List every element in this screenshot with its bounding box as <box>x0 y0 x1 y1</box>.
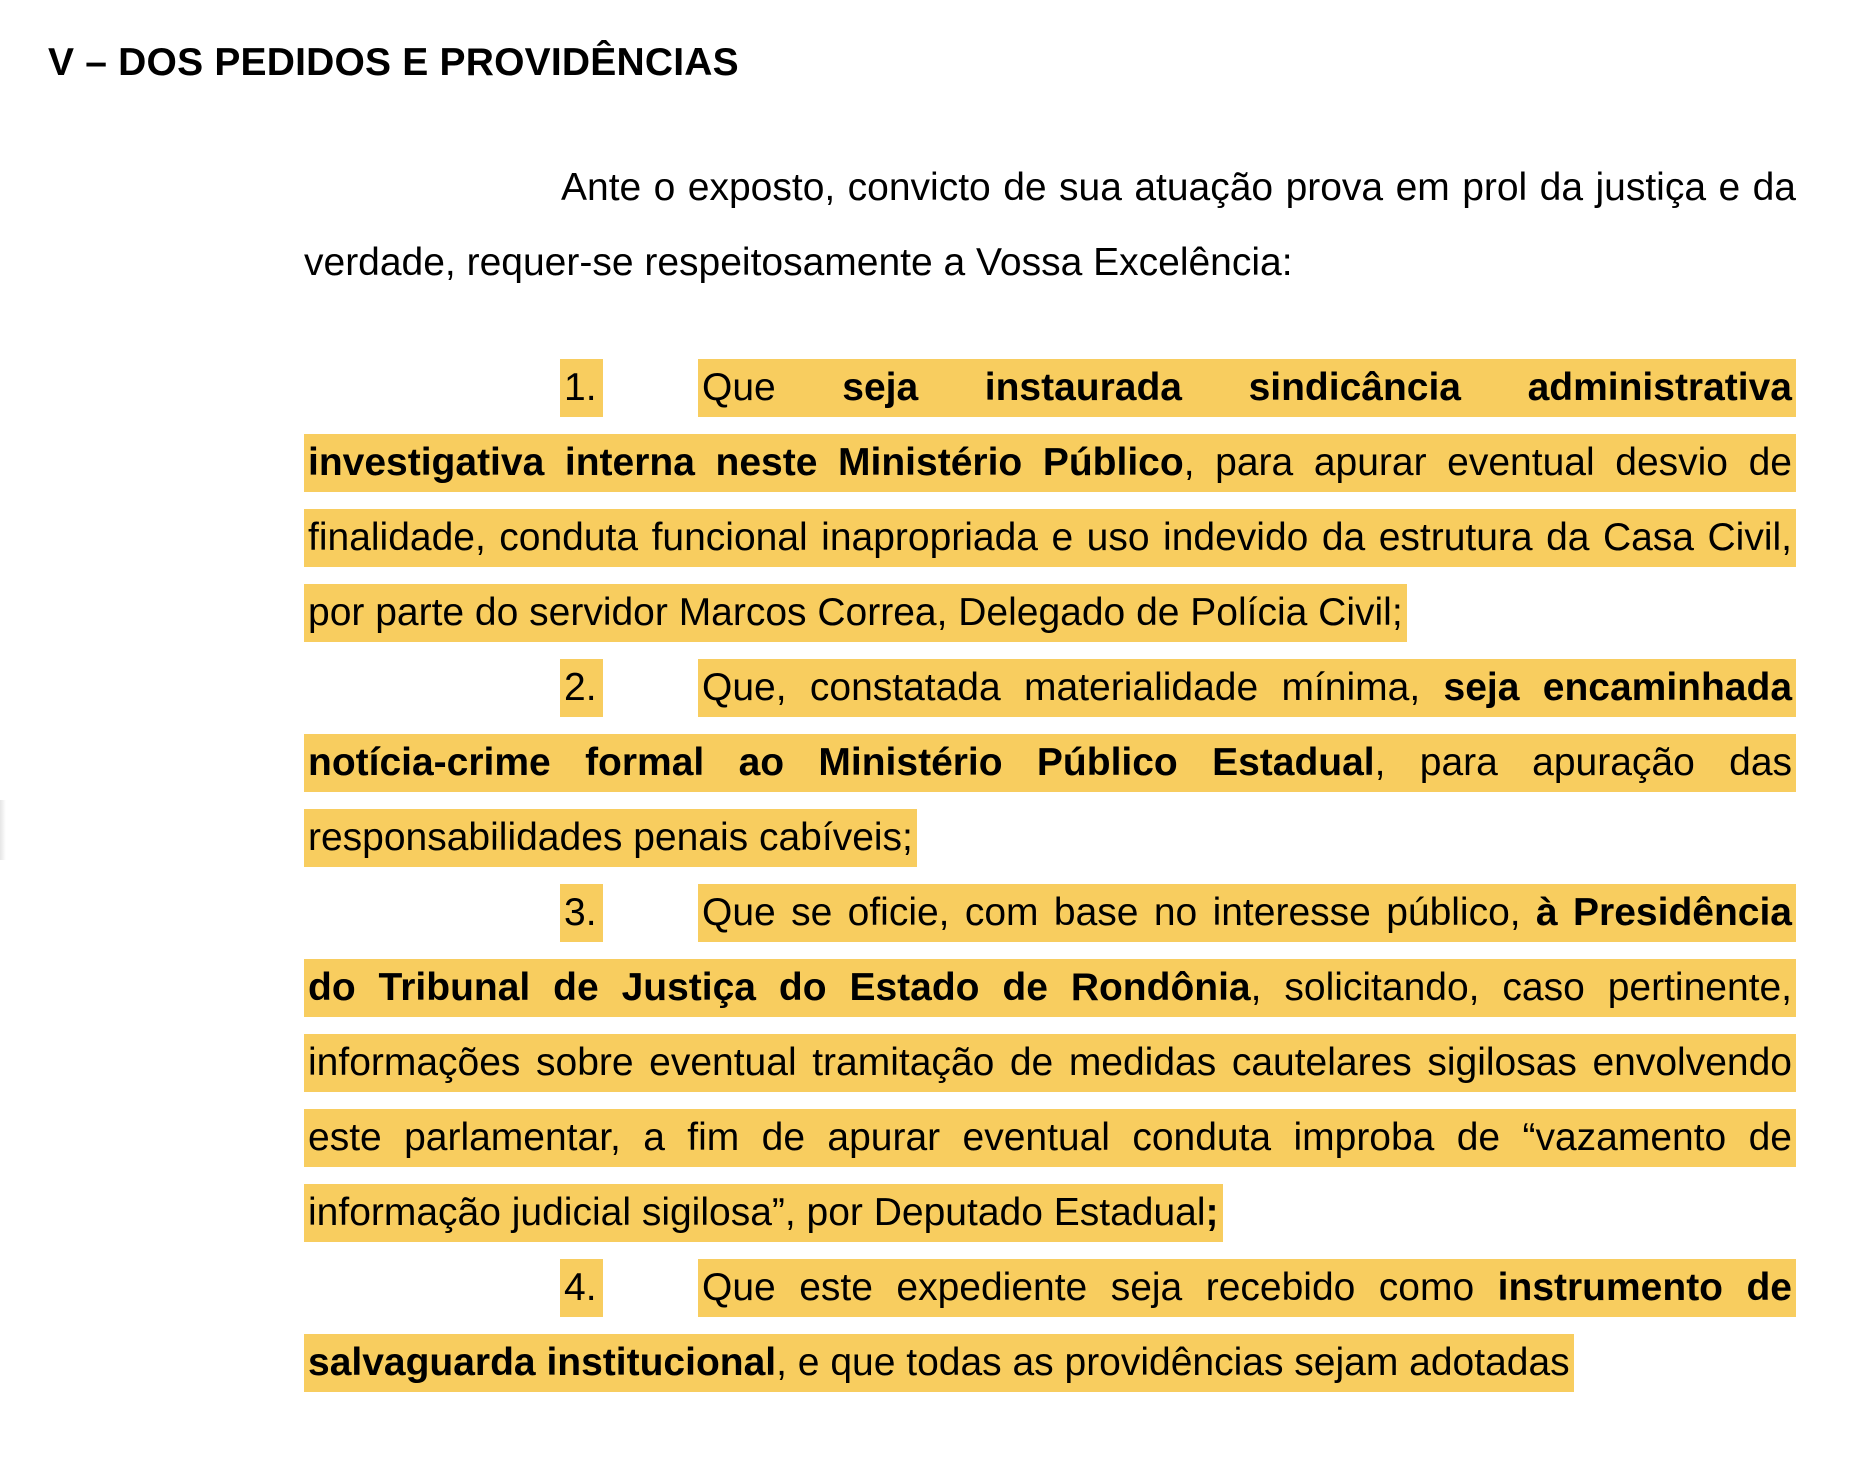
item-number-box <box>560 875 698 950</box>
item-number-box <box>560 1250 698 1325</box>
item-text-regular: , para apuração das responsabilidades penais cabíveis; <box>308 741 1793 859</box>
item-text <box>304 1259 1796 1392</box>
item-number: 4. <box>560 1259 603 1317</box>
page-edge-shadow <box>0 800 6 860</box>
item-text <box>304 659 1796 867</box>
item-text <box>304 884 1796 1242</box>
request-item <box>304 650 1796 875</box>
item-number-box <box>560 350 698 425</box>
item-number: 3. <box>560 884 603 942</box>
item-text-regular: Que <box>702 366 843 409</box>
item-text-regular: , para apurar eventual desvio de finalidade, conduta funcional inapropriada e uso indevido da estrutura da Casa Civil, por parte do servidor Marcos Correa, Delegado de Polícia Civil; <box>308 441 1792 634</box>
item-number-box <box>560 650 698 725</box>
request-item <box>304 875 1796 1250</box>
item-text-regular: , solicitando, caso pertinente, informações sobre eventual tramitação de medidas cautelares sigilosas envolvendo este parlamentar, a fim de apurar eventual conduta improba de “vazamento de informação judicial sigilosa”, por Deputado Estadual <box>308 966 1792 1234</box>
item-text-regular: Que este expediente seja recebido como <box>702 1266 1498 1309</box>
item-text-regular: Que se oficie, com base no interesse público, <box>702 891 1536 934</box>
item-text-bold: instrumento de salvaguarda institucional <box>308 1266 1793 1384</box>
item-text-regular: Que, constatada materialidade mínima, <box>702 666 1444 709</box>
intro-paragraph-block <box>304 150 1796 300</box>
item-text <box>304 359 1796 642</box>
section-title: V – DOS PEDIDOS E PROVIDÊNCIAS <box>48 41 739 84</box>
item-text-bold: seja encaminhada notícia-crime formal ao Ministério Público Estadual <box>308 666 1793 784</box>
item-text-bold: à Presidência do Tribunal de Justiça do Estado de Rondônia <box>308 891 1792 1009</box>
item-number: 1. <box>560 359 603 417</box>
item-text-bold: seja instaurada sindicância administrativa investigativa interna neste Ministério Público <box>308 366 1792 484</box>
request-item <box>304 1250 1796 1400</box>
item-text-regular: , e que todas as providências sejam adotadas <box>776 1341 1570 1384</box>
item-number: 2. <box>560 659 603 717</box>
intro-paragraph: Ante o exposto, convicto de sua atuação prova em prol da justiça e da verdade, requer-se respeitosamente a Vossa Excelência: <box>304 166 1796 284</box>
request-item <box>304 350 1796 650</box>
item-text-bold: ; <box>1205 1191 1219 1234</box>
requests-list <box>304 350 1796 1400</box>
